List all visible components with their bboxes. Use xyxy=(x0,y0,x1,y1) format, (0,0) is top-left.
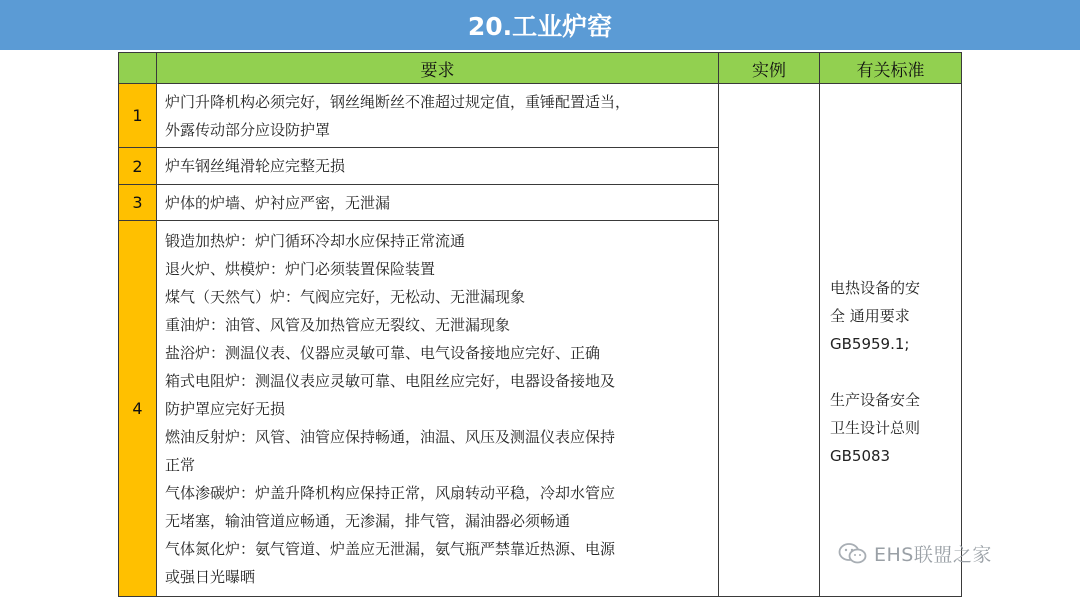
row-4-line-2: 退火炉、烘模炉：炉门必须装置保险装置 xyxy=(165,260,436,278)
standard-1-line-2: 全 通用要求 xyxy=(830,307,910,325)
row-2-line-1: 炉车钢丝绳滑轮应完整无损 xyxy=(165,157,346,175)
standard-2-line-3: GB5083 xyxy=(830,447,891,465)
row-4-line-4: 重油炉：油管、风管及加热管应无裂纹、无泄漏现象 xyxy=(165,316,511,334)
row-4-line-9: 正常 xyxy=(165,456,196,474)
row-4-line-3: 煤气（天然气）炉：气阀应完好，无松动、无泄漏现象 xyxy=(165,288,526,306)
row-3-requirement xyxy=(156,184,719,221)
standards-cell xyxy=(819,83,962,597)
header-num-cell xyxy=(118,52,157,84)
watermark-text: EHS联盟之家 xyxy=(874,544,992,566)
row-4-line-6: 箱式电阻炉：测温仪表应灵敏可靠、电阻丝应完好，电器设备接地及 xyxy=(165,372,616,390)
standard-block-1 xyxy=(830,274,953,358)
row-1-requirement xyxy=(156,83,719,148)
row-1-line-2: 外露传动部分应设防护罩 xyxy=(165,121,331,139)
row-4-line-1: 锻造加热炉：炉门循环冷却水应保持正常流通 xyxy=(165,232,466,250)
row-4-line-12: 气体氮化炉：氨气管道、炉盖应无泄漏，氨气瓶严禁靠近热源、电源 xyxy=(165,540,616,558)
row-4-requirement xyxy=(156,220,719,597)
standard-2-line-1: 生产设备安全 xyxy=(830,391,921,409)
row-2-requirement xyxy=(156,147,719,185)
requirements-table xyxy=(118,52,962,597)
standard-2-line-2: 卫生设计总则 xyxy=(830,419,921,437)
row-4-line-11: 无堵塞，输油管道应畅通，无渗漏，排气管，漏油器必须畅通 xyxy=(165,512,571,530)
example-cell xyxy=(718,83,820,597)
standard-1-line-1: 电热设备的安 xyxy=(830,279,921,297)
header-example: 实例 xyxy=(718,52,820,84)
row-4-line-10: 气体渗碳炉：炉盖升降机构应保持正常，风扇转动平稳，冷却水管应 xyxy=(165,484,616,502)
watermark xyxy=(838,540,992,567)
title-bar xyxy=(0,0,1080,50)
wechat-icon xyxy=(838,542,868,566)
standard-1-line-3: GB5959.1; xyxy=(830,335,910,353)
row-1-number: 1 xyxy=(118,83,157,148)
page-title: 20.工业炉窑 xyxy=(467,12,613,41)
row-3-line-1: 炉体的炉墙、炉衬应严密，无泄漏 xyxy=(165,193,391,212)
row-4-line-5: 盐浴炉：测温仪表、仪器应灵敏可靠、电气设备接地应完好、正确 xyxy=(165,344,601,362)
row-2-number: 2 xyxy=(118,147,157,185)
row-1-line-1: 炉门升降机构必须完好，钢丝绳断丝不准超过规定值，重锤配置适当， xyxy=(165,93,631,111)
row-4-line-7: 防护罩应完好无损 xyxy=(165,400,286,418)
header-requirement: 要求 xyxy=(156,52,719,84)
row-3-number: 3 xyxy=(118,184,157,221)
row-4-number: 4 xyxy=(118,220,157,597)
row-4-line-13: 或强日光曝晒 xyxy=(165,568,256,586)
row-4-line-8: 燃油反射炉：风管、油管应保持畅通，油温、风压及测温仪表应保持 xyxy=(165,428,616,446)
header-standard: 有关标准 xyxy=(819,52,962,84)
standard-block-2 xyxy=(830,386,953,470)
